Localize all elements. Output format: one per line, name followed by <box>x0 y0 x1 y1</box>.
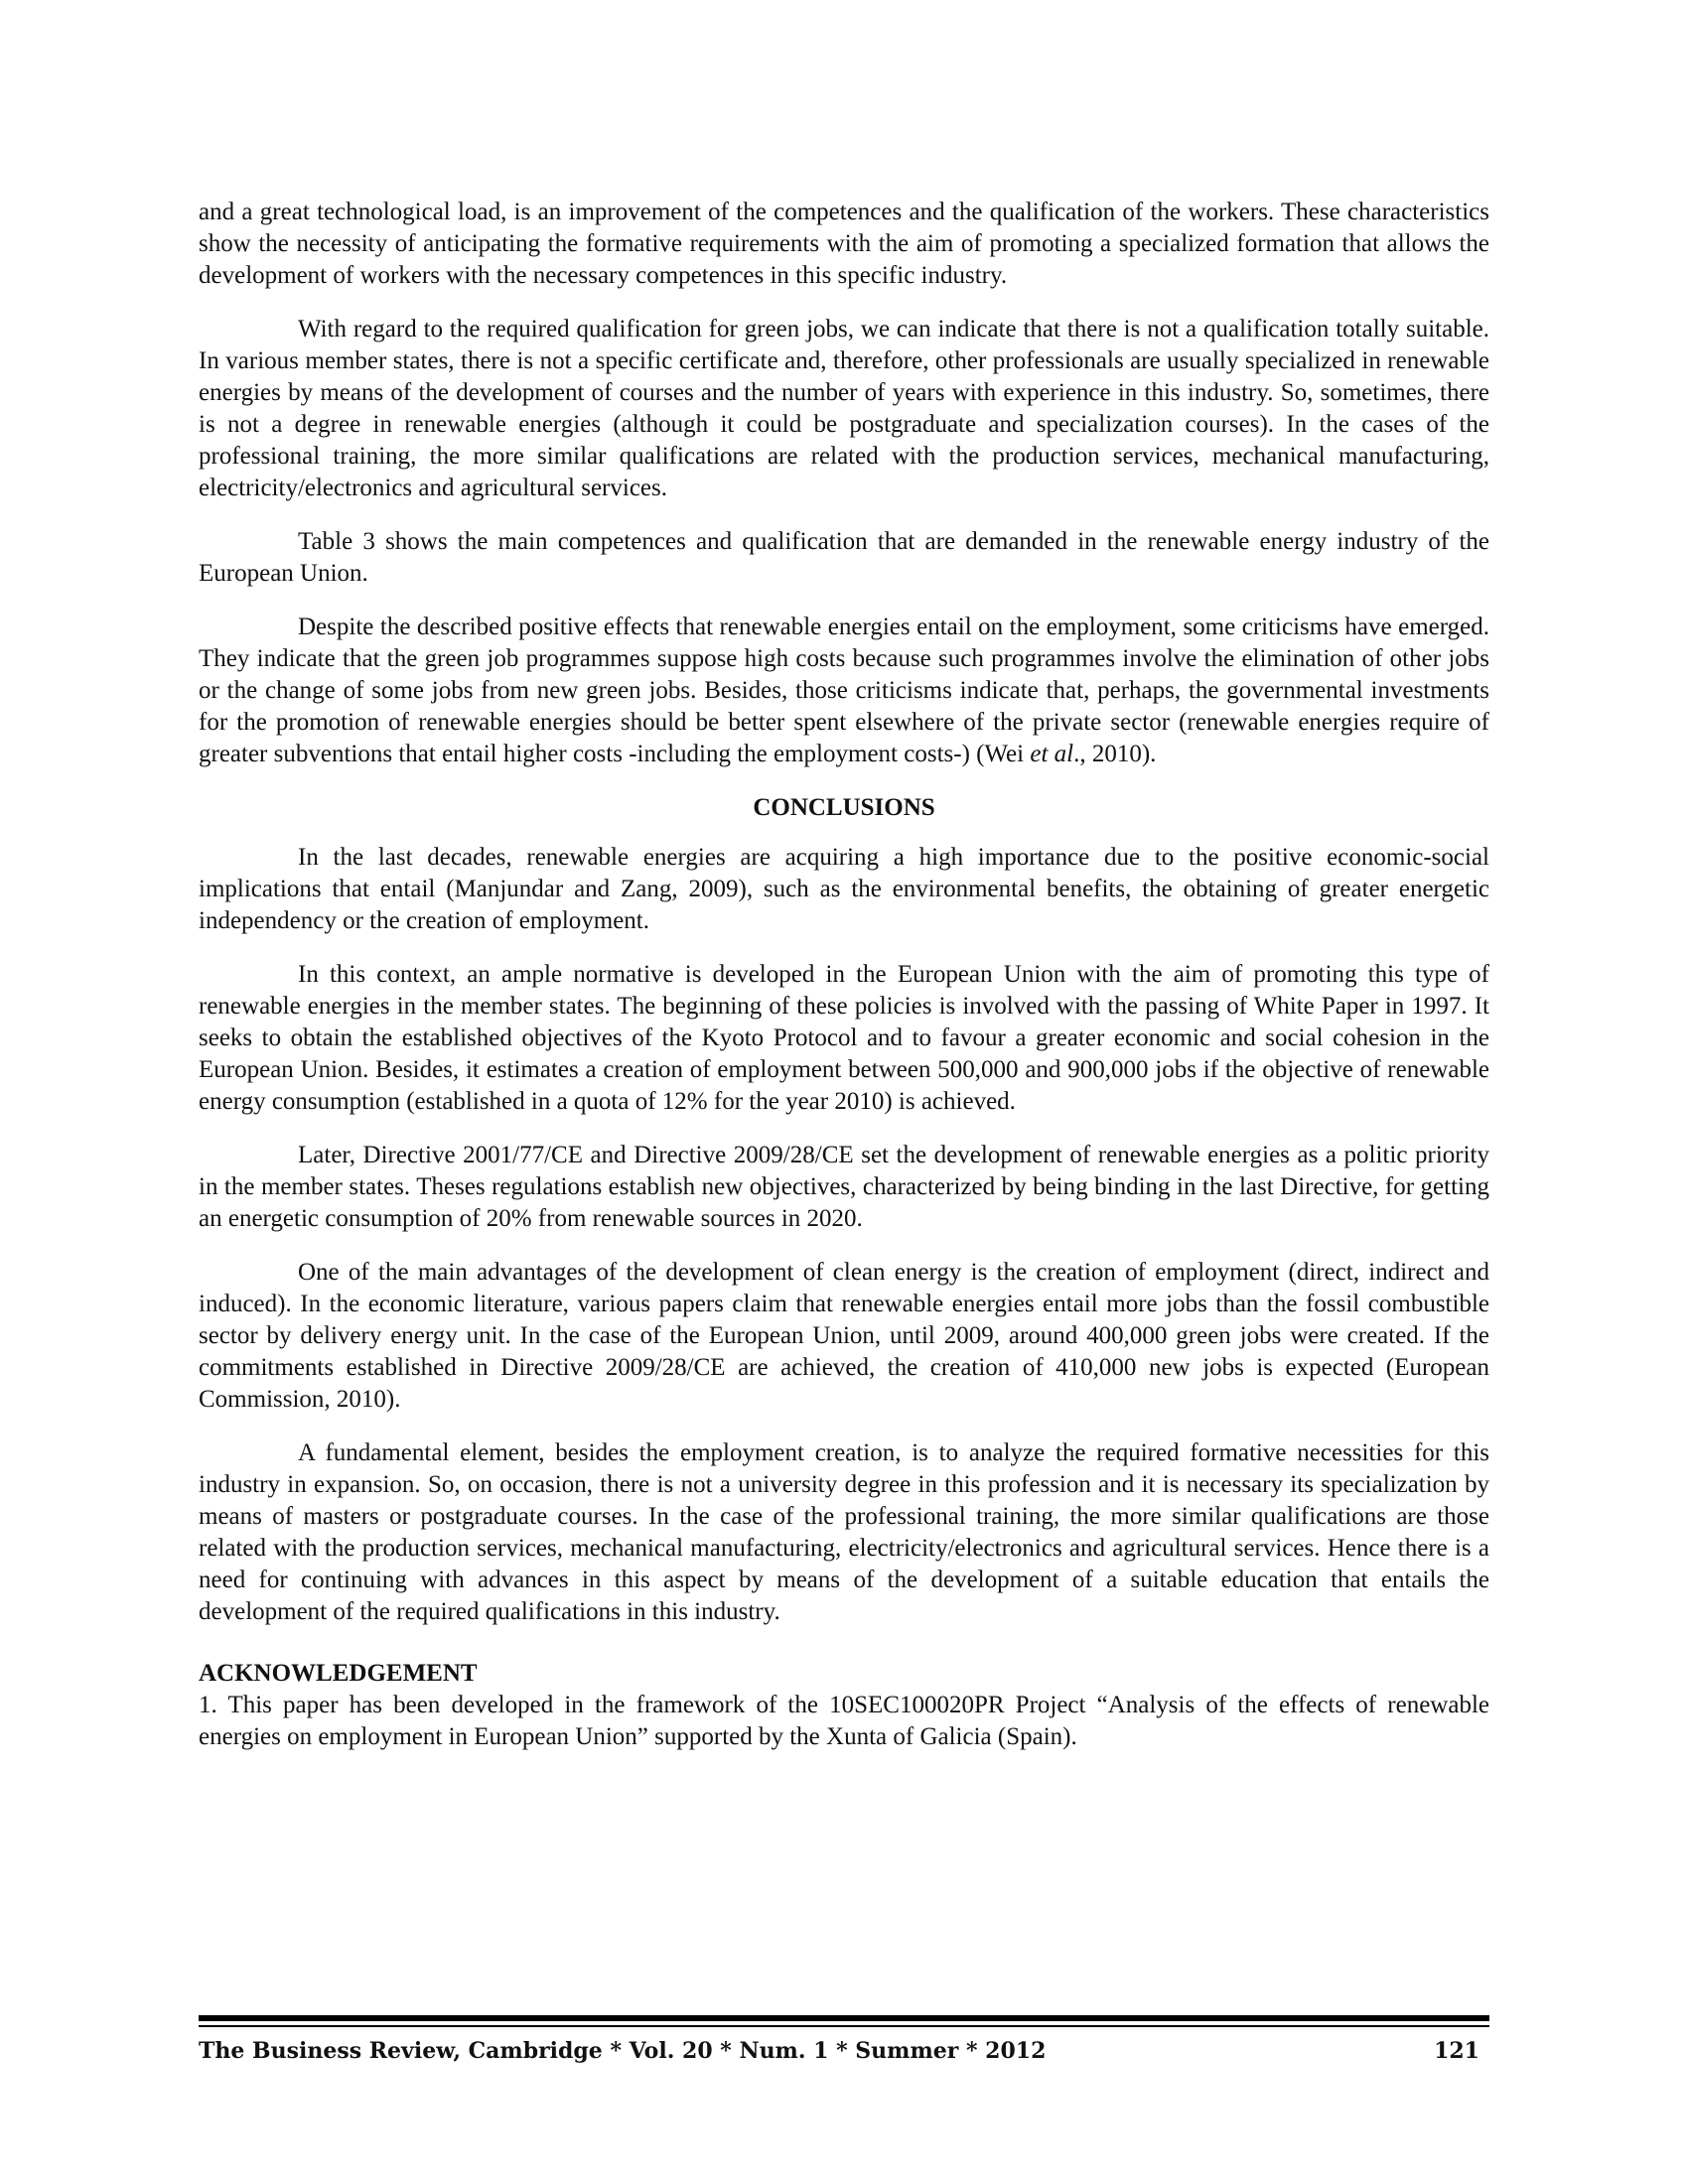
conclusions-paragraph-1: In the last decades, renewable energies are acquiring a high importance due to the positive economic-social implications that entail (Manjundar and Zang, 2009), such as the environmental benefits, the obtaining of greater energetic independency or the creation of employment. <box>199 844 1489 934</box>
body-paragraph-1: and a great technological load, is an improvement of the competences and the qualification of the workers. These characteristics show the necessity of anticipating the formative requirements with the aim of promoting a specialized formation that allows the development of workers with the necessary competences in this specific industry. <box>199 199 1489 289</box>
conclusions-paragraph-3: Later, Directive 2001/77/CE and Directive 2009/28/CE set the development of renewable energies as a politic priority in the member states. Theses regulations establish new objectives, characterized by being binding in the last Directive, for getting an energetic consumption of 20% from renewable sources in 2020. <box>199 1142 1489 1232</box>
acknowledgement-item-1: 1. This paper has been developed in the framework of the 10SEC100020PR Project “Analysis of the effects of renewable energies on employment in European Union” supported by the Xunta of Galicia (Spain). <box>199 1692 1489 1750</box>
footer-rule-thick <box>199 2015 1489 2021</box>
body-paragraph-3: Table 3 shows the main competences and qualification that are demanded in the renewable energy industry of the European Union. <box>199 528 1489 587</box>
page-number: 121 <box>1434 2038 1479 2064</box>
body-paragraph-4 <box>199 612 1489 770</box>
footer-journal-citation: The Business Review, Cambridge * Vol. 20 * Num. 1 * Summer * 2012 <box>199 2038 1047 2064</box>
body-paragraph-2: With regard to the required qualification for green jobs, we can indicate that there is not a qualification totally suitable. In various member states, there is not a specific certificate and, therefore, other professionals are usually specialized in renewable energies by means of the development of courses and the number of years with experience in this industry. So, sometimes, there is not a degree in renewable energies (although it could be postgraduate and specialization courses). In the cases of the professional training, the more similar qualifications are related with the production services, mechanical manufacturing, electricity/electronics and agricultural services. <box>199 316 1489 501</box>
body-paragraph-4-text-a: Despite the described positive effects that renewable energies entail on the employment, some criticisms have emerged. They indicate that the green job programmes suppose high costs because such programmes involve the elimination of other jobs or the change of some jobs from new green jobs. Besides, those criticisms indicate that, perhaps, the governmental investments for the promotion of renewable energies should be better spent elsewhere of the private sector (renewable energies require of greater subventions that entail higher costs -including the employment costs-) (Wei <box>199 614 1489 767</box>
conclusions-heading: CONCLUSIONS <box>753 794 935 821</box>
page-body <box>199 197 1489 1753</box>
conclusions-paragraph-5: A fundamental element, besides the employment creation, is to analyze the required formative necessities for this industry in expansion. So, on occasion, there is not a university degree in this profession and it is necessary its specialization by means of masters or postgraduate courses. In the case of the professional training, the more similar qualifications are those related with the production services, mechanical manufacturing, electricity/electronics and agricultural services. Hence there is a need for continuing with advances in this aspect by means of the development of a suitable education that entails the development of the required qualifications in this industry. <box>199 1439 1489 1625</box>
acknowledgement-heading: ACKNOWLEDGEMENT <box>199 1660 478 1687</box>
page-footer <box>199 2037 1489 2065</box>
body-paragraph-4-text-b: ., 2010). <box>1073 741 1157 767</box>
citation-et-al: et al <box>1030 741 1074 767</box>
conclusions-paragraph-2: In this context, an ample normative is developed in the European Union with the aim of promoting this type of renewable energies in the member states. The beginning of these policies is involved with the passing of White Paper in 1997. It seeks to obtain the established objectives of the Kyoto Protocol and to favour a greater economic and social cohesion in the European Union. Besides, it estimates a creation of employment between 500,000 and 900,000 jobs if the objective of renewable energy consumption (established in a quota of 12% for the year 2010) is achieved. <box>199 961 1489 1115</box>
footer-rule-thin <box>199 2025 1489 2027</box>
conclusions-paragraph-4: One of the main advantages of the development of clean energy is the creation of employment (direct, indirect and induced). In the economic literature, various papers claim that renewable energies entail more jobs than the fossil combustible sector by delivery energy unit. In the case of the European Union, until 2009, around 400,000 green jobs were created. If the commitments established in Directive 2009/28/CE are achieved, the creation of 410,000 new jobs is expected (European Commission, 2010). <box>199 1259 1489 1413</box>
